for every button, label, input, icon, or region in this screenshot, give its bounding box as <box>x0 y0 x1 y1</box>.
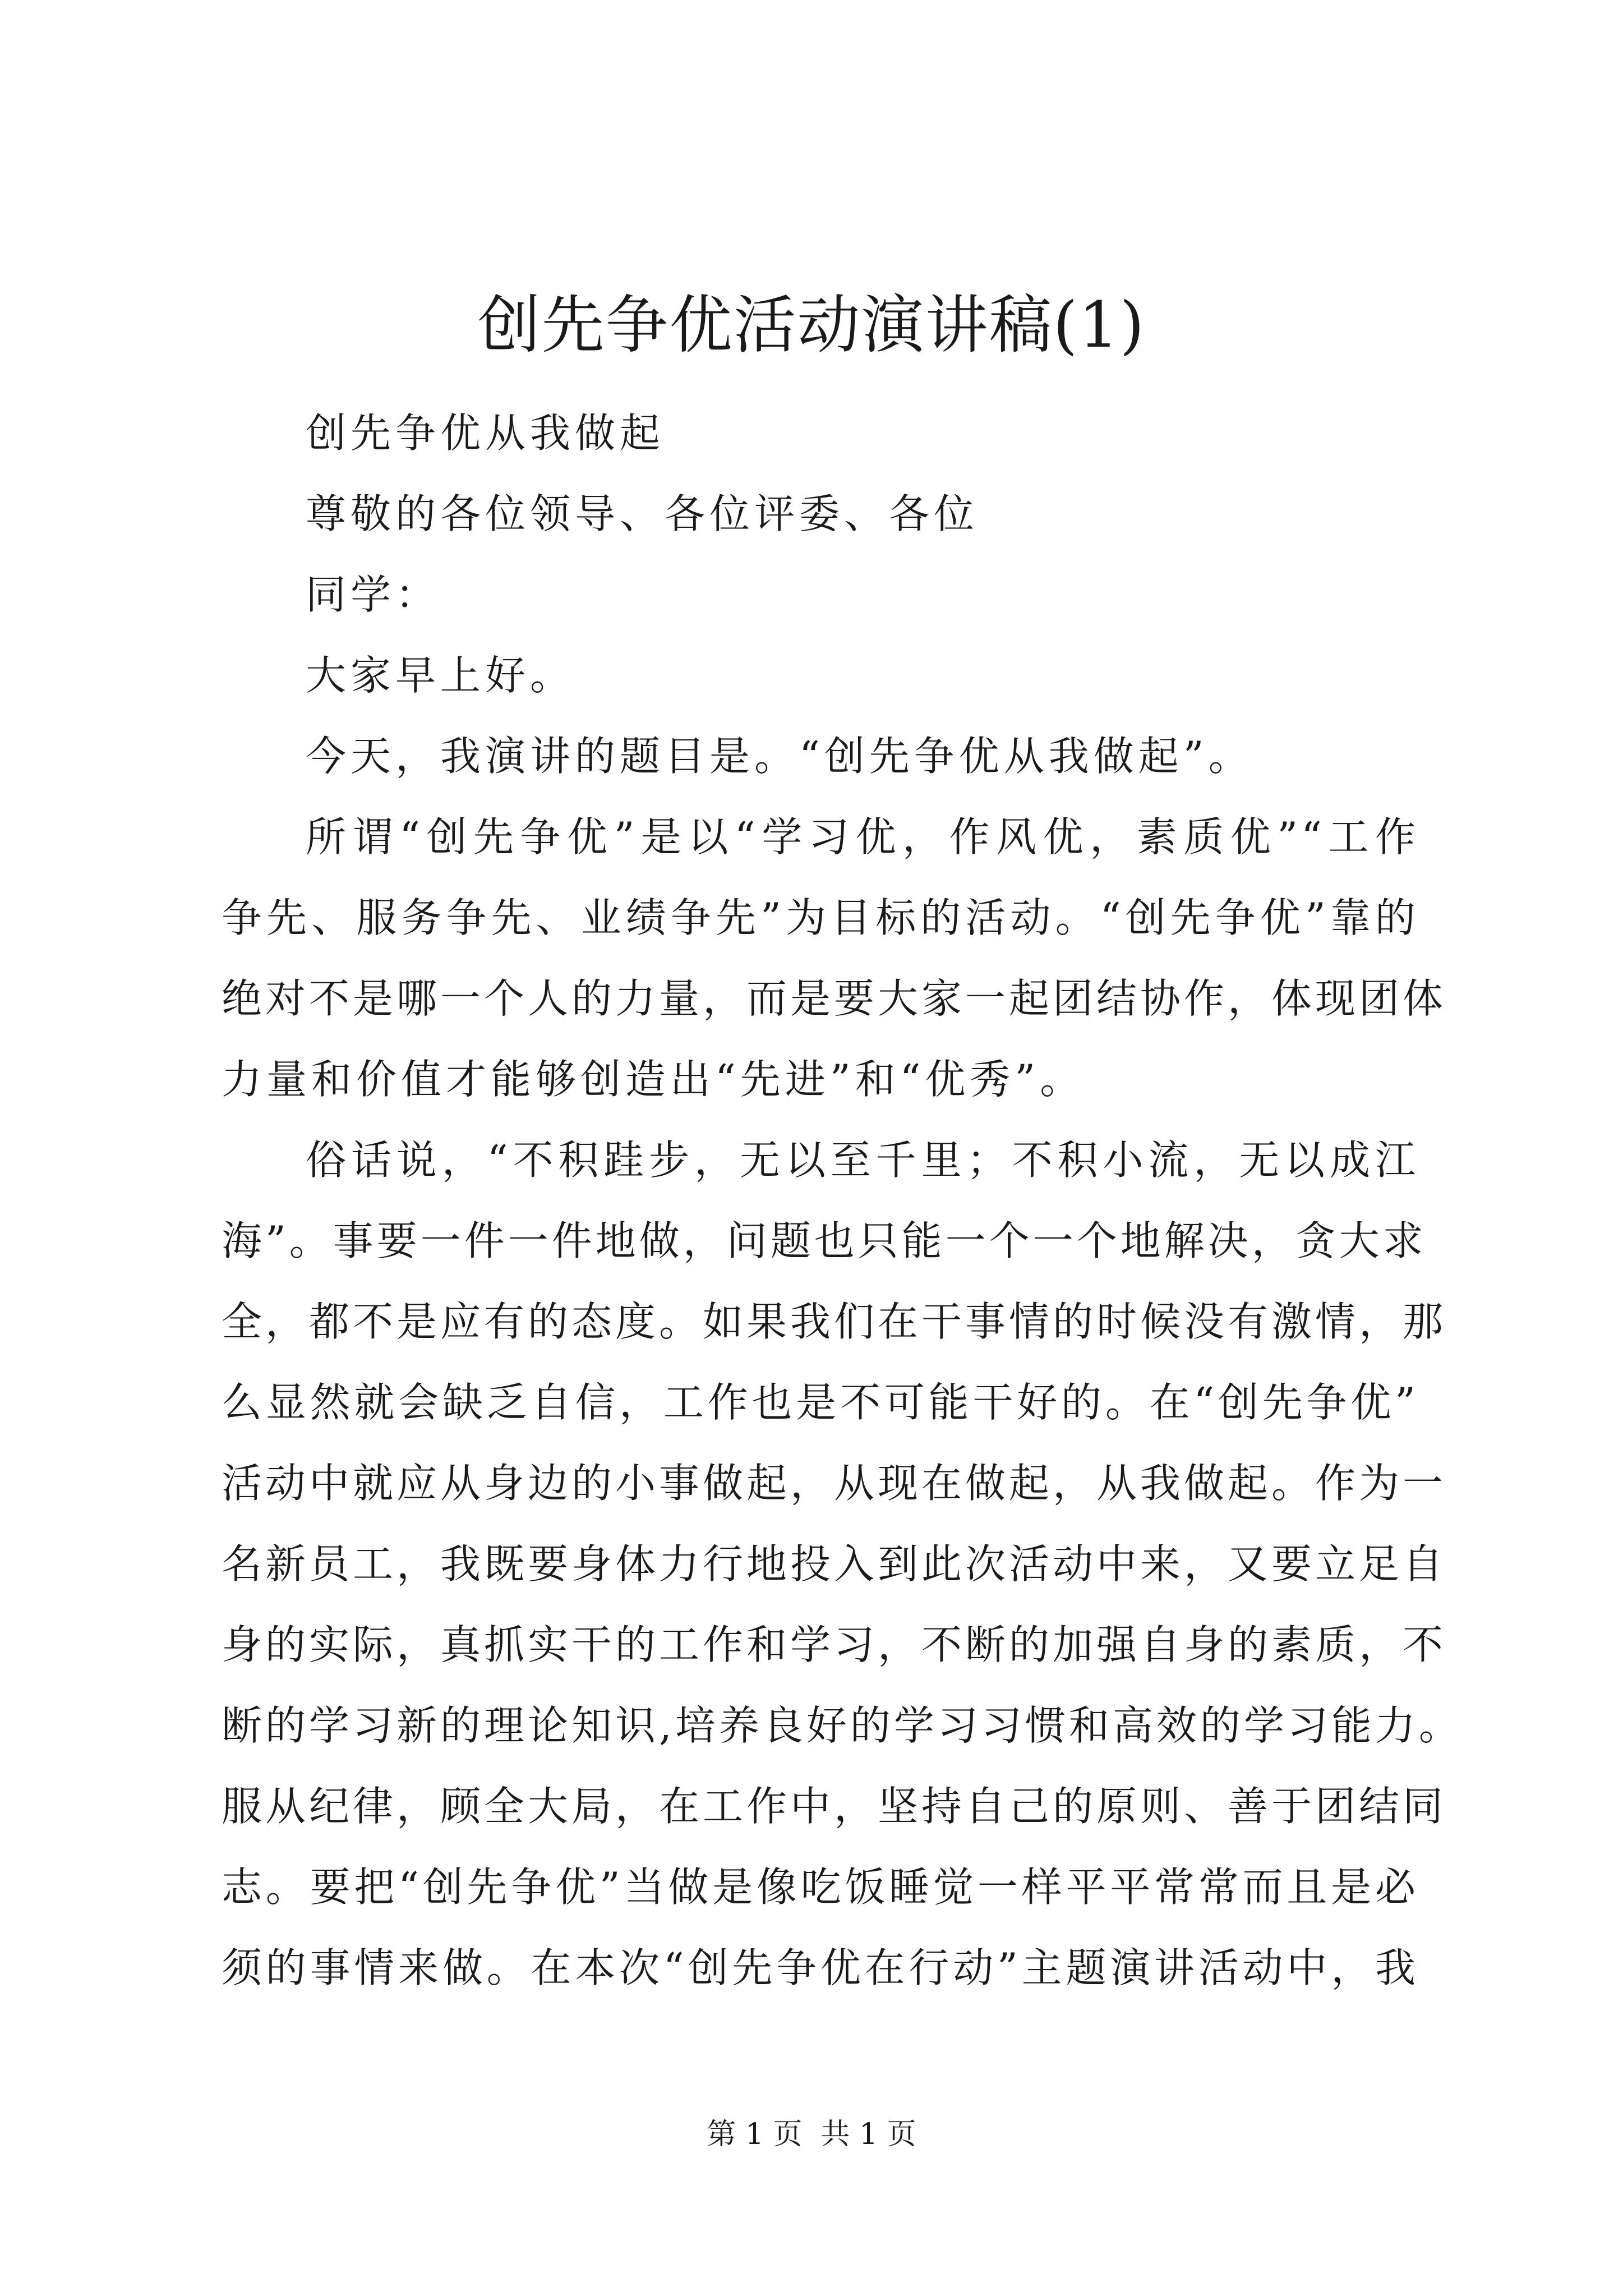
paragraph-line: 争先、服务争先、业绩争先”为目标的活动。“创先争优”靠的 <box>222 894 1419 941</box>
page-number-label: 第 1 页 共 1 页 <box>707 2118 916 2151</box>
paragraph-line: 名新员工，我既要身体力行地投入到此次活动中来，又要立足自 <box>222 1540 1447 1588</box>
paragraph-line: 身的实际，真抓实干的工作和学习，不断的加强自身的素质，不 <box>222 1621 1447 1668</box>
paragraph-line: 海”。事要一件一件地做，问题也只能一个一个地解决，贪大求 <box>222 1217 1427 1264</box>
paragraph-line: 今天，我演讲的题目是。“创先争优从我做起”。 <box>306 733 1253 780</box>
greeting-line: 大家早上好。 <box>306 652 575 699</box>
paragraph-line: 力量和价值才能够创造出“先进”和“优秀”。 <box>222 1056 1085 1103</box>
paragraph-line: 志。要把“创先争优”当做是像吃饭睡觉一样平平常常而且是必 <box>222 1864 1419 1911</box>
subtitle-line: 创先争优从我做起 <box>306 409 665 457</box>
paragraph-line: 俗话说，“不积跬步，无以至千里；不积小流，无以成江 <box>306 1137 1419 1184</box>
paragraph-line: 所谓“创先争优”是以“学习优，作风优，素质优”“工作 <box>306 813 1419 861</box>
salutation-line: 同学： <box>306 571 441 618</box>
paragraph-line: 断的学习新的理论知识,培养良好的学习习惯和高效的学习能力。 <box>222 1702 1463 1749</box>
document-title: 创先争优活动演讲稿(1) <box>477 289 1146 362</box>
paragraph-line: 活动中就应从身边的小事做起，从现在做起，从我做起。作为一 <box>222 1460 1447 1507</box>
paragraph-line: 须的事情来做。在本次“创先争优在行动”主题演讲活动中，我 <box>222 1944 1419 1991</box>
salutation-line: 尊敬的各位领导、各位评委、各位 <box>306 490 979 537</box>
paragraph-line: 绝对不是哪一个人的力量，而是要大家一起团结协作，体现团体 <box>222 975 1447 1022</box>
paragraph-line: 么显然就会缺乏自信，工作也是不可能干好的。在“创先争优” <box>222 1379 1419 1426</box>
paragraph-line: 服从纪律，顾全大局，在工作中，坚持自己的原则、善于团结同 <box>222 1783 1447 1830</box>
document-body <box>222 393 1463 2008</box>
paragraph-line: 全，都不是应有的态度。如果我们在干事情的时候没有激情，那 <box>222 1298 1447 1345</box>
page-footer <box>0 2115 1623 2154</box>
